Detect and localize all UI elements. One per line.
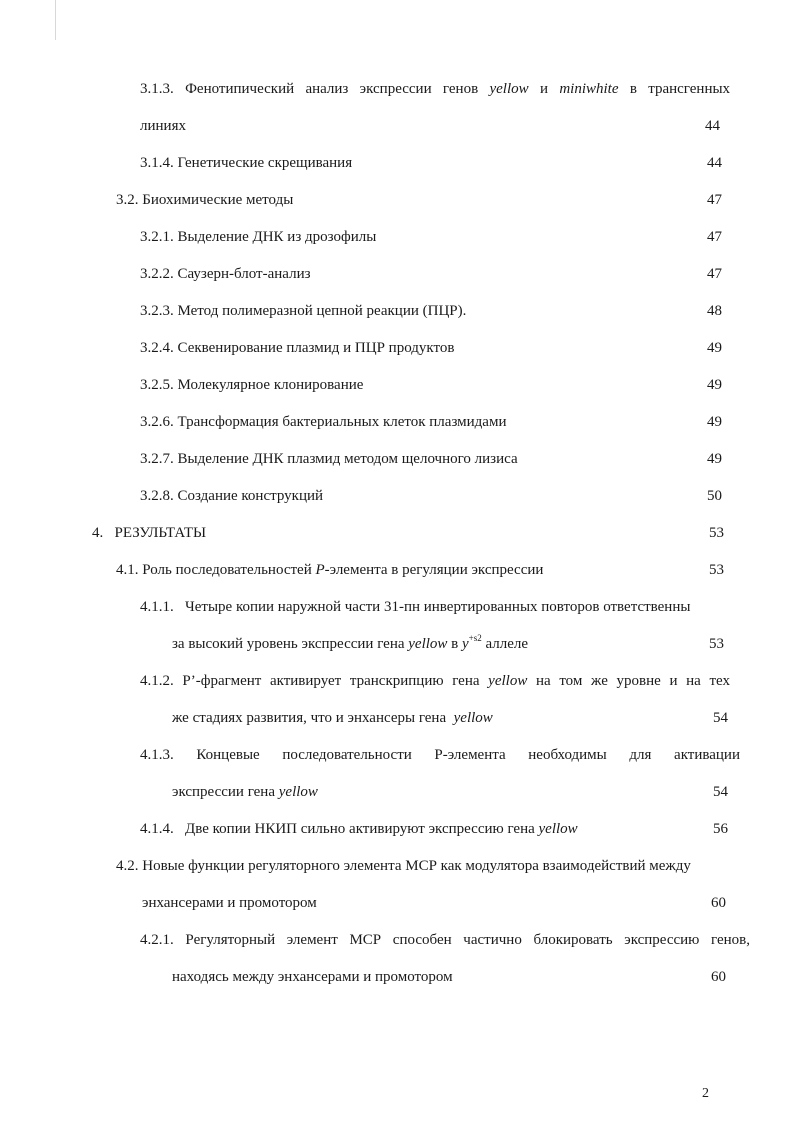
page-ref: 49 [707, 414, 722, 430]
entry-text: Фенотипический анализ экспрессии генов [185, 81, 479, 97]
entry-text: и [539, 81, 548, 97]
page-ref: 50 [707, 488, 722, 504]
entry-text: на том же уровне и на тех [535, 673, 730, 689]
page-number: 2 [702, 1086, 709, 1101]
entry-text: Две копии НКИП сильно активируют экспрессию гена [185, 821, 535, 837]
gene-name: miniwhite [559, 81, 619, 97]
toc-entry-4-2-1-continuation: находясь между энхансерами и промотором [172, 969, 453, 985]
gene-name: yellow [488, 673, 528, 689]
toc-entry-4-1-2[interactable] [140, 672, 730, 690]
page-ref: 47 [707, 266, 722, 282]
toc-entry-4-1-2-continuation [172, 709, 493, 727]
page-ref: 56 [713, 821, 728, 837]
allele-superscript: +s2 [468, 633, 482, 643]
entry-number: 4.1.1. [140, 599, 174, 615]
toc-entry-4-2[interactable]: 4.2. Новые функции регуляторного элемента МСР как модулятора взаимодействий между [116, 858, 691, 874]
page-ref: 47 [707, 229, 722, 245]
entry-text: экспрессии гена [172, 784, 275, 800]
allele-symbol: y [462, 636, 469, 652]
page-ref: 54 [713, 710, 728, 726]
page-ref: 44 [707, 155, 722, 171]
entry-text: за высокий уровень экспрессии гена [172, 636, 405, 652]
page-ref: 49 [707, 340, 722, 356]
entry-text: 4.1. Роль последовательностей [116, 562, 312, 578]
page-ref: 53 [709, 525, 724, 541]
entry-number: 4. [92, 525, 104, 541]
toc-entry-4-1-3[interactable] [140, 746, 740, 764]
page-ref: 47 [707, 192, 722, 208]
toc-entry-3-2[interactable]: 3.2. Биохимические методы [116, 192, 294, 208]
gene-name: yellow [538, 821, 578, 837]
page-ref: 49 [707, 377, 722, 393]
toc-entry-4-2-1[interactable] [140, 931, 750, 949]
toc-entry-4-1[interactable] [116, 561, 543, 579]
toc-entry-4-1-4[interactable] [140, 820, 578, 838]
toc-entry-3-2-3[interactable]: 3.2.3. Метод полимеразной цепной реакции (ПЦР). [140, 303, 467, 319]
toc-entry-4-1-3-continuation [172, 783, 318, 801]
page-ref: 49 [707, 451, 722, 467]
entry-text: же стадиях развития, что и энхансеры гена [172, 710, 447, 726]
gene-name: yellow [278, 784, 318, 800]
page-ref: 53 [709, 636, 724, 652]
toc-entry-4-1-1[interactable] [140, 598, 690, 616]
toc-entry-3-2-2[interactable]: 3.2.2. Саузерн-блот-анализ [140, 266, 311, 282]
entry-text: Регуляторный элемент МСР способен частично блокировать экспрессию генов, [185, 932, 751, 948]
entry-text: -элемента в регуляции экспрессии [324, 562, 544, 578]
toc-entry-3-2-4[interactable]: 3.2.4. Секвенирование плазмид и ПЦР продуктов [140, 340, 455, 356]
gene-name: yellow [453, 710, 493, 726]
entry-number: 4.2.1. [140, 932, 174, 948]
entry-text: P’-фрагмент активирует транскрипцию гена [182, 673, 480, 689]
entry-text: аллеле [485, 636, 529, 652]
entry-text: в [451, 636, 459, 652]
toc-entry-3-2-7[interactable]: 3.2.7. Выделение ДНК плазмид методом щелочного лизиса [140, 451, 518, 467]
toc-entry-3-2-6[interactable]: 3.2.6. Трансформация бактериальных клеток плазмидами [140, 414, 507, 430]
toc-entry-3-2-5[interactable]: 3.2.5. Молекулярное клонирование [140, 377, 364, 393]
entry-number: 3.1.3. [140, 81, 174, 97]
page-ref: 44 [705, 118, 720, 134]
element-name: P [315, 562, 325, 578]
entry-text: РЕЗУЛЬТАТЫ [114, 525, 207, 541]
page-edge-line [55, 0, 56, 40]
toc-entry-4-1-1-continuation [172, 635, 528, 653]
toc-entry-3-1-3-continuation: линиях [140, 118, 186, 134]
page-ref: 60 [711, 895, 726, 911]
entry-text: в трансгенных [629, 81, 731, 97]
page-ref: 53 [709, 562, 724, 578]
page-ref: 48 [707, 303, 722, 319]
page-ref: 54 [713, 784, 728, 800]
toc-entry-3-1-4[interactable]: 3.1.4. Генетические скрещивания [140, 155, 353, 171]
toc-entry-4[interactable] [92, 524, 206, 542]
entry-number: 4.1.2. [140, 673, 174, 689]
gene-name: yellow [489, 81, 529, 97]
entry-text: Четыре копии наружной части 31-пн инвертированных повторов ответственны [185, 599, 691, 615]
toc-entry-3-2-1[interactable]: 3.2.1. Выделение ДНК из дрозофилы [140, 229, 377, 245]
entry-number: 4.1.3. [140, 747, 174, 763]
toc-entry-4-2-continuation: энхансерами и промотором [142, 895, 317, 911]
toc-entry-3-1-3[interactable] [140, 80, 730, 98]
gene-name: yellow [408, 636, 448, 652]
page-ref: 60 [711, 969, 726, 985]
toc-entry-3-2-8[interactable]: 3.2.8. Создание конструкций [140, 488, 324, 504]
entry-text: Концевые последовательности Р-элемента необходимы для активации [196, 747, 740, 763]
entry-number: 4.1.4. [140, 821, 174, 837]
